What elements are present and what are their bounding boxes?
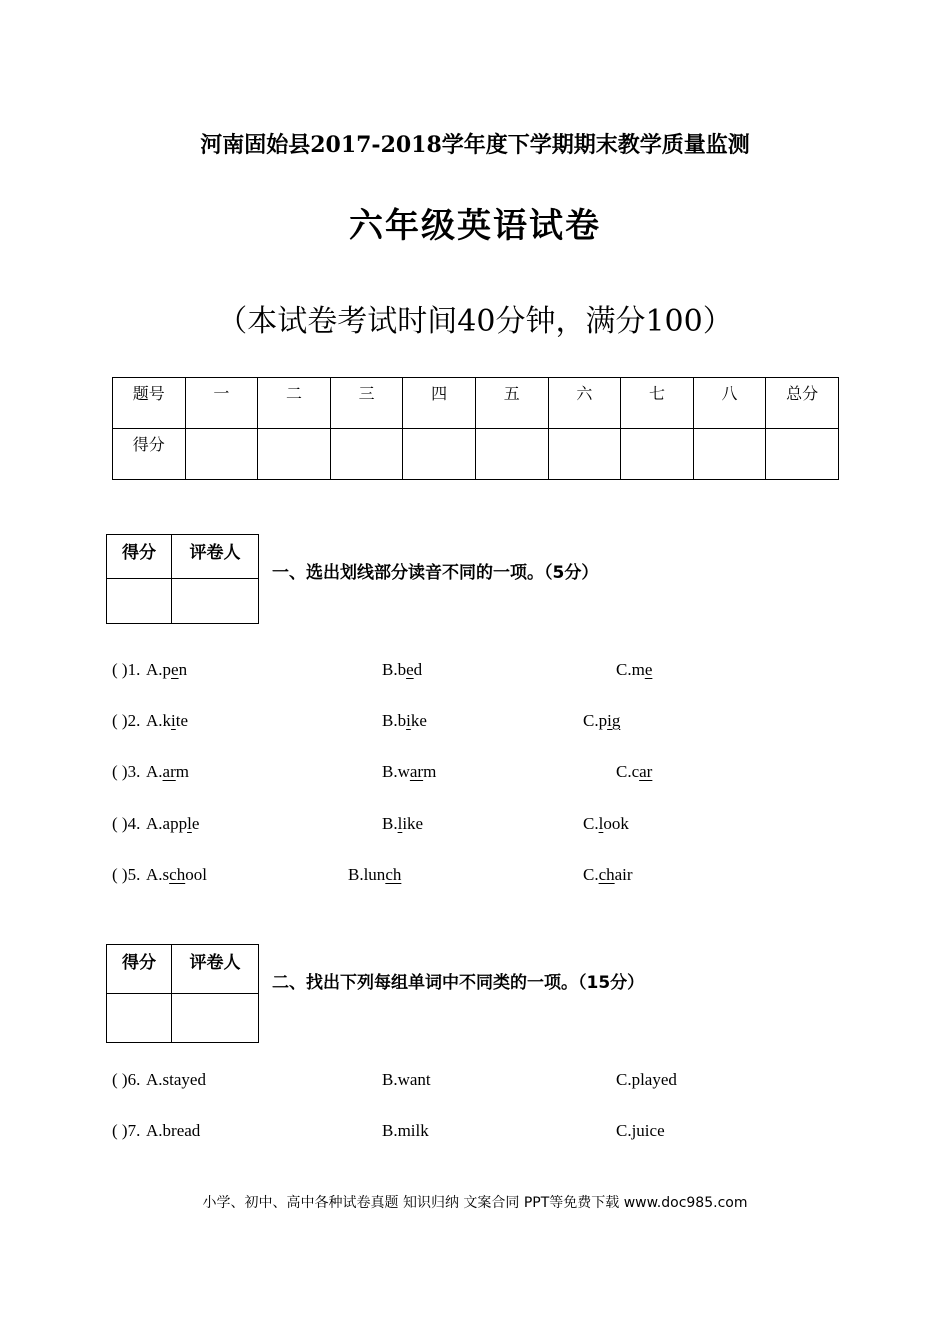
- score-table-cell: 一: [185, 378, 258, 429]
- score-entry-cell: [475, 429, 548, 480]
- score-entry-cell: [621, 429, 694, 480]
- grader-box-1: [106, 534, 259, 624]
- option-text: C.m: [616, 660, 645, 679]
- page-footer: 小学、初中、高中各种试卷真题 知识归纳 文案合同 PPT等免费下载 www.doc985.com: [202, 1195, 748, 1211]
- option-text: A.: [146, 762, 163, 781]
- score-table-cell: 四: [403, 378, 476, 429]
- score-entry-cell: [258, 429, 331, 480]
- question-3-option-c: [616, 762, 652, 782]
- question-4-option-b: [382, 814, 423, 834]
- option-text: A.s: [146, 865, 170, 884]
- option-text: air: [614, 865, 633, 884]
- underlined-letters: e: [644, 660, 653, 679]
- section-2-title: 二、找出下列每组单词中不同类的一项。（15分）: [272, 973, 645, 993]
- option-text: ike: [402, 814, 424, 833]
- option-text: B.b: [382, 660, 407, 679]
- exam-header: 河南固始县2017-2018学年度下学期期末教学质量监测: [200, 132, 750, 158]
- option-text: ook: [603, 814, 629, 833]
- underlined-letters: ig: [607, 711, 621, 730]
- score-entry-cell: [548, 429, 621, 480]
- underlined-letters: ch: [385, 865, 402, 884]
- grader-score-label: 得分: [107, 945, 172, 994]
- grader-name-label: 评卷人: [172, 535, 259, 579]
- score-table-cell: 三: [330, 378, 403, 429]
- option-text: n: [178, 660, 188, 679]
- underlined-letters: e: [171, 660, 179, 679]
- question-6-option-b: B.want: [382, 1070, 431, 1089]
- question-6-number: ( )6.: [112, 1070, 141, 1089]
- question-1-option-a: [146, 660, 187, 680]
- question-6-option-c: C.played: [616, 1070, 677, 1089]
- grader-score-label: 得分: [107, 535, 172, 579]
- option-text: d: [413, 660, 423, 679]
- question-7-option-b: B.milk: [382, 1121, 429, 1140]
- underlined-letters: l: [187, 814, 192, 833]
- exam-note: （本试卷考试时间40分钟，满分100）: [217, 304, 733, 339]
- score-table-score-row: [113, 429, 839, 480]
- underlined-letters: ch: [598, 865, 615, 884]
- option-text: A.app: [146, 814, 188, 833]
- grader-score-cell: [107, 579, 172, 624]
- grader-name-label: 评卷人: [172, 945, 259, 994]
- score-entry-cell: [693, 429, 766, 480]
- option-text: A.p: [146, 660, 172, 679]
- question-7-option-a: A.bread: [146, 1121, 201, 1140]
- section-1-title: 一、选出划线部分读音不同的一项。（5分）: [272, 563, 599, 583]
- option-text: C.: [583, 814, 599, 833]
- underlined-letters: ar: [639, 762, 653, 781]
- question-4-option-c: [583, 814, 629, 834]
- option-text: B.w: [382, 762, 410, 781]
- question-4-option-a: [146, 814, 199, 834]
- grader-name-cell: [172, 579, 259, 624]
- question-4-number: ( )4.: [112, 814, 141, 833]
- underlined-letters: e: [406, 660, 414, 679]
- score-entry-cell: [403, 429, 476, 480]
- underlined-letters: ar: [409, 762, 424, 781]
- question-3-number: ( )3.: [112, 762, 141, 781]
- question-2-number: ( )2.: [112, 711, 141, 730]
- grader-box-2: [106, 944, 259, 1043]
- score-table-cell: 七: [621, 378, 694, 429]
- question-5-option-c: [583, 865, 633, 885]
- option-text: ke: [410, 711, 427, 730]
- question-1-number: ( )1.: [112, 660, 141, 679]
- option-text: B.: [382, 814, 398, 833]
- score-table: [112, 377, 839, 480]
- score-entry-cell: [766, 429, 839, 480]
- underlined-letters: l: [598, 814, 604, 833]
- underlined-letters: i: [406, 711, 411, 730]
- question-5-number: ( )5.: [112, 865, 141, 884]
- option-text: B.lun: [348, 865, 386, 884]
- option-text: m: [423, 762, 437, 781]
- option-text: C.c: [616, 762, 640, 781]
- score-table-cell: 八: [693, 378, 766, 429]
- question-1-option-c: [616, 660, 652, 680]
- question-7-number: ( )7.: [112, 1121, 141, 1140]
- question-6-option-a: A.stayed: [146, 1070, 206, 1089]
- question-5-option-a: [146, 865, 207, 885]
- question-2-option-c: [583, 711, 620, 731]
- question-7-option-c: C.juice: [616, 1121, 665, 1140]
- underlined-letters: ar: [162, 762, 176, 781]
- option-text: m: [175, 762, 189, 781]
- option-text: C.: [583, 865, 599, 884]
- grader-score-cell: [107, 994, 172, 1043]
- score-entry-cell: [185, 429, 258, 480]
- score-entry-cell: [330, 429, 403, 480]
- option-text: e: [191, 814, 200, 833]
- underlined-letters: i: [171, 711, 176, 730]
- score-table-cell: 六: [548, 378, 621, 429]
- score-table-cell: 总分: [766, 378, 839, 429]
- grader-name-cell: [172, 994, 259, 1043]
- question-3-option-a: [146, 762, 189, 782]
- score-table-cell: 二: [258, 378, 331, 429]
- underlined-letters: ch: [169, 865, 186, 884]
- question-5-option-b: [348, 865, 401, 885]
- score-table-cell: 得分: [113, 429, 186, 480]
- question-3-option-b: [382, 762, 436, 782]
- question-2-option-a: [146, 711, 188, 731]
- option-text: A.k: [146, 711, 172, 730]
- score-table-cell: 五: [475, 378, 548, 429]
- paper-title: 六年级英语试卷: [349, 206, 601, 246]
- option-text: te: [175, 711, 189, 730]
- score-table-header-row: [113, 378, 839, 429]
- option-text: C.p: [583, 711, 608, 730]
- score-table-cell: 题号: [113, 378, 186, 429]
- underlined-letters: l: [397, 814, 403, 833]
- question-2-option-b: [382, 711, 427, 731]
- option-text: ool: [185, 865, 207, 884]
- option-text: B.b: [382, 711, 407, 730]
- question-1-option-b: [382, 660, 422, 680]
